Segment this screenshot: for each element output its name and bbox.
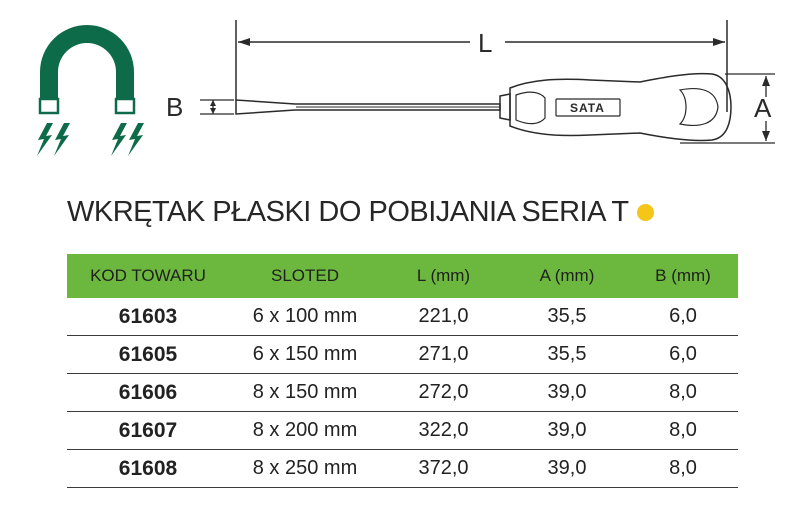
cell-sloted: 8 x 200 mm xyxy=(229,412,381,450)
column-header: A (mm) xyxy=(539,266,595,285)
lightning-icon xyxy=(37,123,144,156)
product-code: 61607 xyxy=(67,412,229,450)
cell-a: 39,0 xyxy=(506,412,628,450)
cell-l: 221,0 xyxy=(381,298,506,336)
cell-a: 39,0 xyxy=(506,374,628,412)
table-header xyxy=(67,254,738,298)
cell-l: 271,0 xyxy=(381,336,506,374)
screwdriver-icon xyxy=(236,74,731,141)
product-code: 61605 xyxy=(67,336,229,374)
cell-b: 6,0 xyxy=(628,336,738,374)
table-row xyxy=(67,412,738,450)
column-header: B (mm) xyxy=(655,266,711,285)
cell-sloted: 8 x 150 mm xyxy=(229,374,381,412)
label-l: L xyxy=(478,28,493,58)
cell-a: 35,5 xyxy=(506,298,628,336)
table-row xyxy=(67,374,738,412)
cell-l: 272,0 xyxy=(381,374,506,412)
cell-sloted: 6 x 100 mm xyxy=(229,298,381,336)
cell-sloted: 6 x 150 mm xyxy=(229,336,381,374)
magnet-icon xyxy=(37,25,144,156)
label-b: B xyxy=(166,92,184,122)
series-dot-icon xyxy=(637,204,654,221)
column-header: L (mm) xyxy=(416,266,471,285)
product-code: 61608 xyxy=(67,450,229,488)
page-title xyxy=(67,196,654,229)
table-row xyxy=(67,336,738,374)
cell-b: 8,0 xyxy=(628,412,738,450)
column-header: KOD TOWARU xyxy=(90,266,206,285)
product-code: 61606 xyxy=(67,374,229,412)
cell-a: 39,0 xyxy=(506,450,628,488)
brand-label: SATA xyxy=(570,101,605,115)
spec-table xyxy=(67,254,738,488)
title-text: WKRĘTAK PŁASKI DO POBIJANIA SERIA T xyxy=(67,196,629,228)
screwdriver-diagram xyxy=(0,0,800,190)
cell-b: 8,0 xyxy=(628,450,738,488)
dimension-b xyxy=(200,100,234,114)
cell-b: 8,0 xyxy=(628,374,738,412)
cell-sloted: 8 x 250 mm xyxy=(229,450,381,488)
cell-l: 322,0 xyxy=(381,412,506,450)
label-a: A xyxy=(754,93,772,123)
table-row xyxy=(67,450,738,488)
cell-b: 6,0 xyxy=(628,298,738,336)
cell-l: 372,0 xyxy=(381,450,506,488)
column-header: SLOTED xyxy=(270,266,340,285)
product-code: 61603 xyxy=(67,298,229,336)
cell-a: 35,5 xyxy=(506,336,628,374)
table-row xyxy=(67,298,738,336)
